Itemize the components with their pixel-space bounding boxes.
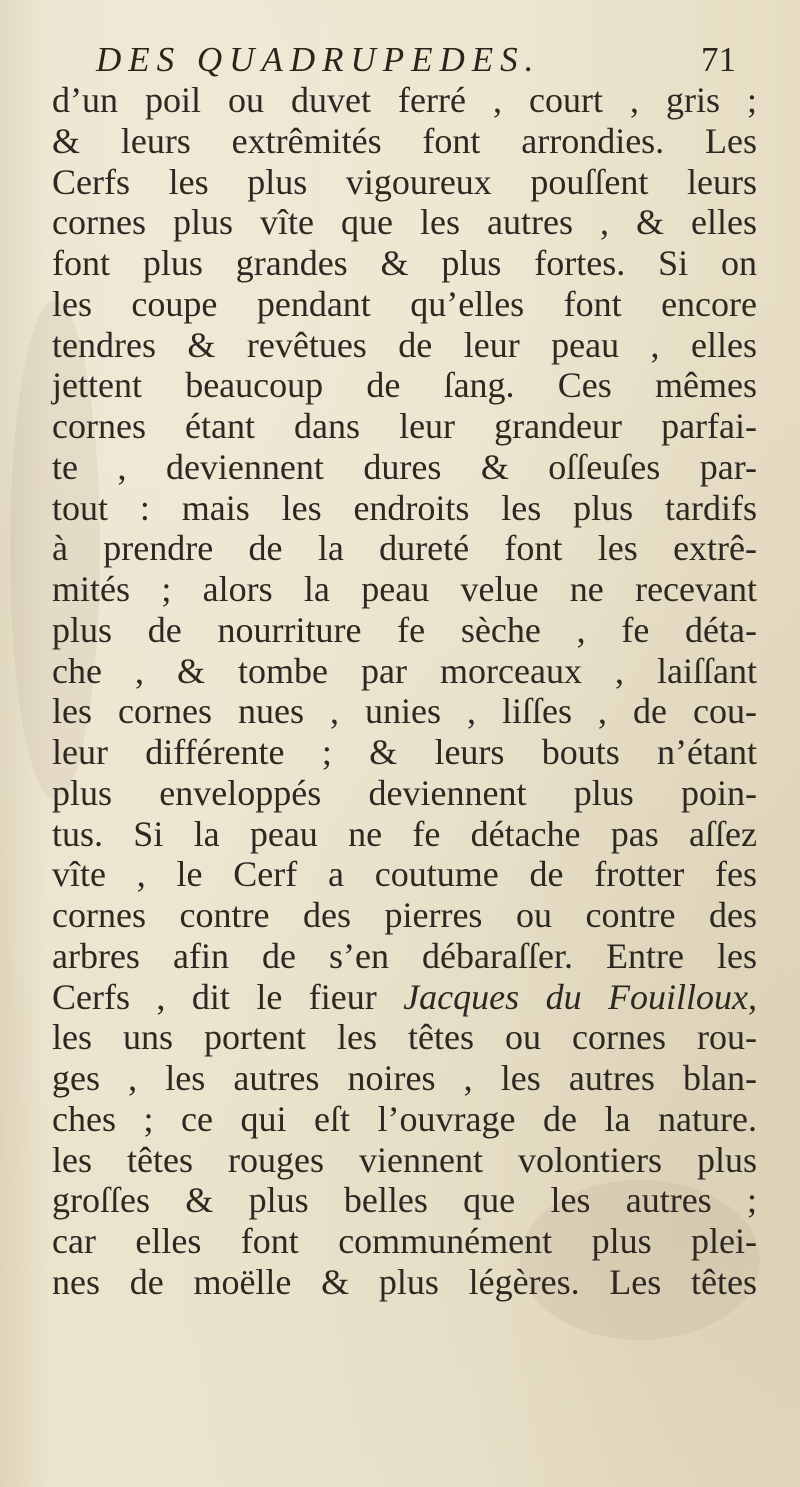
text-line: tout : mais les endroits les plus tardifs: [52, 487, 757, 528]
text-line: [52, 977, 757, 1018]
text-line: groſſes & plus belles que les autres ;: [52, 1180, 757, 1221]
running-title: DES QUADRUPEDES.: [96, 40, 541, 79]
text-line: font plus grandes & plus fortes. Si on: [52, 243, 757, 283]
text-line: vîte , le Cerf a coutume de frotter fes: [52, 854, 757, 895]
text-line: leur différente ; & leurs bouts n’étant: [52, 732, 757, 772]
text-line: & leurs extrêmités font arrondies. Les: [52, 120, 757, 161]
text-line: ges , les autres noires , les autres blan-: [52, 1058, 757, 1098]
text-line: che , & tombe par morceaux , laiſſant: [52, 650, 757, 691]
text-line: cornes étant dans leur grandeur parfai-: [52, 406, 757, 446]
text-line: arbres afin de s’en débaraſſer. Entre les: [52, 935, 757, 976]
text-line: d’un poil ou duvet ferré , court , gris ;: [52, 80, 757, 120]
text-line: tus. Si la peau ne fe détache pas aſſez: [52, 813, 757, 854]
text-line: car elles font communément plus plei-: [52, 1221, 757, 1261]
text-line: cornes contre des pierres ou contre des: [52, 895, 757, 935]
text-line: les uns portent les têtes ou cornes rou-: [52, 1017, 757, 1058]
text-line: Cerfs les plus vigoureux pouſſent leurs: [52, 161, 757, 202]
text-line: les coupe pendant qu’elles font encore: [52, 283, 757, 324]
text-fragment: Cerfs , dit le fieur: [52, 976, 404, 1017]
text-line: nes de moëlle & plus légères. Les têtes: [52, 1261, 757, 1302]
body-text: [52, 80, 757, 1303]
text-line: ches ; ce qui eſt l’ouvrage de la nature.: [52, 1098, 757, 1139]
text-line: plus de nourriture fe sèche , fe déta-: [52, 609, 757, 650]
author-name: Jacques du Fouilloux,: [403, 976, 758, 1017]
text-line: te , deviennent dures & oſſeuſes par-: [52, 446, 757, 487]
text-line: cornes plus vîte que les autres , & elles: [52, 202, 757, 243]
text-line: tendres & revêtues de leur peau , elles: [52, 324, 757, 365]
page-number: 71: [701, 40, 736, 79]
text-line: plus enveloppés deviennent plus poin-: [52, 772, 757, 813]
text-line: les têtes rouges viennent volontiers plus: [52, 1139, 757, 1180]
text-line: les cornes nues , unies , liſſes , de cou-: [52, 691, 757, 732]
text-line: à prendre de la dureté font les extrê-: [52, 528, 757, 569]
text-line: mités ; alors la peau velue ne recevant: [52, 569, 757, 609]
text-line: jettent beaucoup de ſang. Ces mêmes: [52, 365, 757, 406]
